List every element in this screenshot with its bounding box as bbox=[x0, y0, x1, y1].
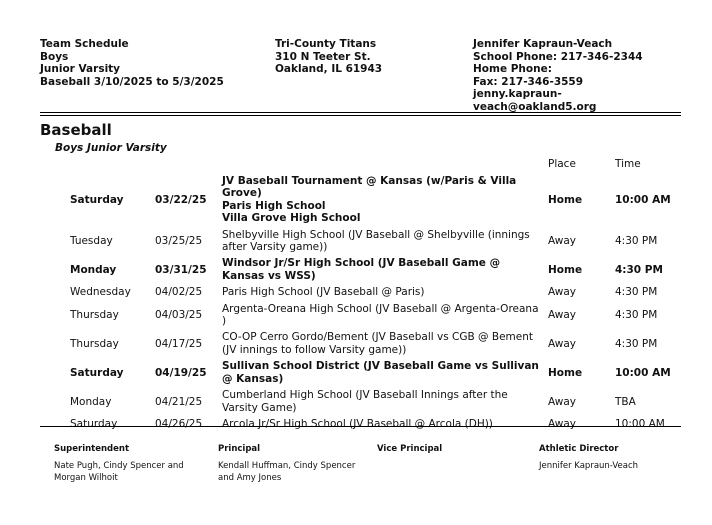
row-date: 03/22/25 bbox=[155, 193, 207, 206]
footer-principal bbox=[218, 444, 373, 484]
row-place: Home bbox=[548, 263, 583, 276]
header-line: 310 N Teeter St. bbox=[275, 50, 371, 63]
row-event bbox=[222, 227, 544, 256]
row-place: Home bbox=[548, 193, 583, 206]
schedule-row bbox=[0, 358, 712, 387]
header-line: Oakland, IL 61943 bbox=[275, 63, 383, 76]
footer-value: Nate Pugh, Cindy Spencer and bbox=[54, 461, 184, 471]
header-school-address bbox=[275, 38, 382, 76]
row-date: 04/17/25 bbox=[155, 337, 203, 350]
row-event-line: Arcola Jr/Sr High School (JV Baseball @ Arcola (DH)) bbox=[222, 417, 493, 430]
schedule-row bbox=[0, 227, 712, 256]
row-event-line: Sullivan School District (JV Baseball Game vs Sullivan @ Kansas) bbox=[222, 360, 539, 385]
header-divider bbox=[40, 112, 681, 113]
footer-vice-principal bbox=[377, 444, 527, 460]
row-date: 04/03/25 bbox=[155, 308, 203, 321]
row-event-line: Shelbyville High School (JV Baseball @ Shelbyville (innings after Varsity game)) bbox=[222, 228, 530, 254]
header-divider bbox=[40, 115, 681, 116]
row-day: Saturday bbox=[70, 193, 124, 206]
row-time: 10:00 AM bbox=[615, 417, 665, 430]
row-time: 4:30 PM bbox=[615, 286, 658, 299]
row-event-line: JV Baseball Tournament @ Kansas (w/Paris & Villa Grove) bbox=[222, 175, 517, 200]
row-date: 03/25/25 bbox=[155, 234, 203, 247]
footer-athletic-director bbox=[539, 444, 699, 472]
row-date: 04/26/25 bbox=[155, 417, 203, 430]
row-place: Away bbox=[548, 337, 576, 350]
footer-title: Vice Principal bbox=[377, 444, 443, 454]
footer-value: Morgan Wilhoit bbox=[54, 473, 118, 483]
footer-title: Superintendent bbox=[54, 444, 130, 454]
footer-value: Jennifer Kapraun-Veach bbox=[539, 461, 639, 471]
row-event bbox=[222, 301, 544, 330]
schedule-table bbox=[0, 173, 712, 432]
footer-value: Kendall Huffman, Cindy Spencer bbox=[218, 461, 356, 471]
row-date: 03/31/25 bbox=[155, 263, 207, 276]
footer-title: Athletic Director bbox=[539, 444, 619, 454]
row-event-line: Paris High School (JV Baseball @ Paris) bbox=[222, 286, 425, 299]
row-event-line: Windsor Jr/Sr High School (JV Baseball Game @ Kansas vs WSS) bbox=[222, 257, 501, 282]
row-event bbox=[222, 173, 544, 227]
row-time: 4:30 PM bbox=[615, 337, 658, 350]
schedule-row bbox=[0, 416, 712, 432]
header-line: Baseball 3/10/2025 to 5/3/2025 bbox=[40, 75, 224, 88]
schedule-row bbox=[0, 301, 712, 330]
schedule-row bbox=[0, 255, 712, 284]
footer-value: and Amy Jones bbox=[218, 473, 282, 483]
row-place: Away bbox=[548, 417, 576, 430]
schedule-row bbox=[0, 329, 712, 358]
footer-title: Principal bbox=[218, 444, 261, 454]
row-place: Away bbox=[548, 286, 576, 299]
row-event-line: Cumberland High School (JV Baseball Innings after the Varsity Game) bbox=[222, 389, 508, 414]
header-team-info bbox=[40, 38, 224, 88]
row-date: 04/19/25 bbox=[155, 366, 207, 379]
row-event bbox=[222, 358, 544, 387]
row-time: 4:30 PM bbox=[615, 234, 658, 247]
row-time: TBA bbox=[615, 395, 636, 408]
footer-divider bbox=[40, 426, 681, 427]
column-header-time: Time bbox=[615, 158, 641, 170]
row-time: 10:00 AM bbox=[615, 193, 671, 206]
row-day: Saturday bbox=[70, 417, 118, 430]
footer-superintendent bbox=[54, 444, 204, 484]
row-day: Thursday bbox=[70, 308, 119, 321]
row-event-line: Paris High School bbox=[222, 199, 326, 212]
section-title: Baseball bbox=[40, 121, 112, 139]
header-line: Home Phone: bbox=[473, 63, 552, 76]
row-day: Wednesday bbox=[70, 286, 131, 299]
row-day: Monday bbox=[70, 263, 117, 276]
column-header-place: Place bbox=[548, 158, 576, 170]
header-line: Fax: 217-346-3559 bbox=[473, 75, 584, 88]
row-time: 4:30 PM bbox=[615, 308, 658, 321]
row-event-line: CO-OP Cerro Gordo/Bement (JV Baseball vs CGB @ Bement (JV innings to follow Varsity game)) bbox=[222, 331, 534, 356]
header-line: Team Schedule bbox=[40, 38, 129, 50]
row-event-line: Villa Grove High School bbox=[222, 212, 361, 225]
header-line: Junior Varsity bbox=[40, 63, 121, 76]
header-line: Boys bbox=[40, 50, 69, 63]
row-place: Home bbox=[548, 366, 583, 379]
header-line: Tri-County Titans bbox=[275, 38, 377, 50]
row-place: Away bbox=[548, 234, 576, 247]
row-date: 04/21/25 bbox=[155, 395, 203, 408]
header-line: School Phone: 217-346-2344 bbox=[473, 50, 643, 63]
row-time: 4:30 PM bbox=[615, 263, 663, 276]
schedule-row bbox=[0, 173, 712, 227]
section-subtitle: Boys Junior Varsity bbox=[55, 142, 167, 154]
row-day: Tuesday bbox=[70, 234, 113, 247]
row-event bbox=[222, 387, 544, 416]
row-day: Thursday bbox=[70, 337, 119, 350]
row-time: 10:00 AM bbox=[615, 366, 671, 379]
row-event bbox=[222, 255, 544, 284]
row-event bbox=[222, 416, 544, 432]
row-day: Saturday bbox=[70, 366, 124, 379]
header-line: veach@oakland5.org bbox=[473, 100, 597, 113]
row-event-line: Argenta-Oreana High School (JV Baseball @ Argenta-Oreana ) bbox=[222, 302, 539, 328]
header-line: Jennifer Kapraun-Veach bbox=[473, 38, 613, 50]
row-event bbox=[222, 284, 544, 300]
schedule-row bbox=[0, 284, 712, 300]
row-day: Monday bbox=[70, 395, 112, 408]
header-contact bbox=[473, 38, 643, 114]
row-date: 04/02/25 bbox=[155, 286, 203, 299]
schedule-row bbox=[0, 387, 712, 416]
row-place: Away bbox=[548, 308, 576, 321]
header-line: jenny.kapraun- bbox=[473, 88, 562, 101]
row-place: Away bbox=[548, 395, 576, 408]
row-event bbox=[222, 329, 544, 358]
